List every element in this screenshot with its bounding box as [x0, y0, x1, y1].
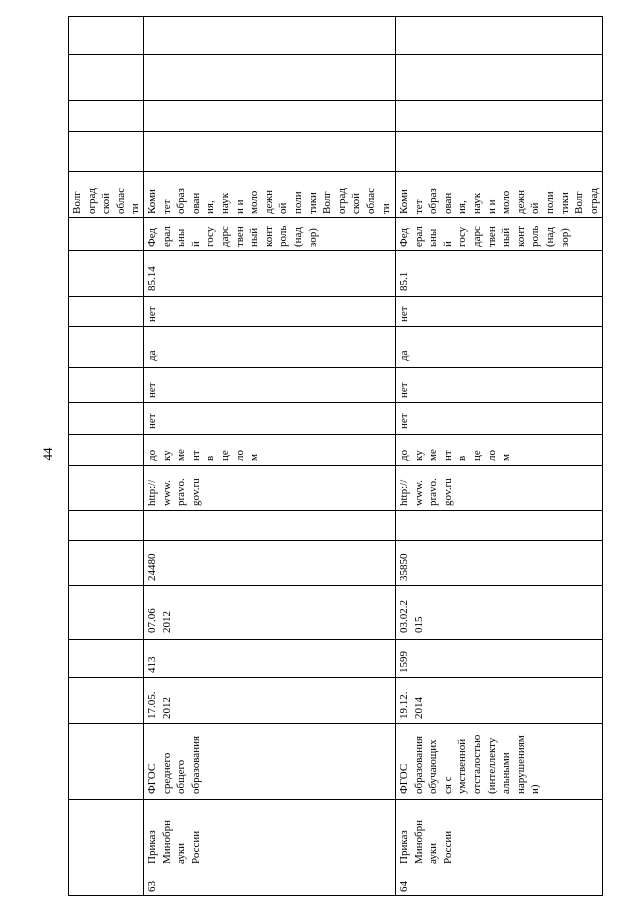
cell-registration-number: 24480 — [146, 553, 158, 581]
cell-region-continuation: Волг оград ской облас ти — [71, 187, 142, 214]
cell-authority: Коми тет образ ован ия, наук и и моло дежн ой поли тики Волг оград — [398, 188, 600, 214]
cell-flag-1: нет — [146, 413, 158, 429]
cell-flag-2: нет — [398, 382, 410, 398]
cell-document-type: Приказ Минобрн ауки России — [146, 819, 202, 864]
cell-scope: до ку ме нт в це ло м — [398, 449, 513, 461]
cell-flag-4: нет — [398, 306, 410, 322]
cell-document-number: 413 — [146, 656, 158, 673]
cell-registration-date: 03.02.2 015 — [398, 600, 425, 633]
cell-row-number: 63 — [146, 881, 158, 892]
cell-activity-code: 85.14 — [146, 266, 158, 291]
cell-authority: Коми тет образ ован ия, наук и и моло дежн ой поли тики Волг оград ской облас ти — [146, 187, 392, 214]
cell-row-number: 64 — [398, 881, 410, 892]
cell-source-link: http:// www. pravo. gov.ru — [398, 478, 454, 506]
cell-document-title: ФГОС среднего общего образования — [146, 735, 202, 794]
cell-source-link: http:// www. pravo. gov.ru — [146, 478, 202, 506]
cell-control-type: Фед ерал ьны й госу дарс твен ный конт роль (над зор) — [398, 225, 571, 247]
cell-flag-3: да — [146, 350, 158, 361]
cell-registration-number: 35850 — [398, 553, 410, 581]
cell-document-number: 1599 — [398, 651, 410, 673]
cell-registration-date: 07.06 2012 — [146, 608, 173, 633]
cell-flag-2: нет — [146, 382, 158, 398]
cell-flag-1: нет — [398, 413, 410, 429]
cell-document-type: Приказ Минобрн ауки России — [398, 819, 454, 864]
cell-flag-4: нет — [146, 306, 158, 322]
cell-document-date: 17.05. 2012 — [146, 691, 173, 719]
cell-document-date: 19.12. 2014 — [398, 691, 425, 719]
cell-activity-code: 85.1 — [398, 271, 410, 291]
cell-flag-3: да — [398, 350, 410, 361]
cell-control-type: Фед ерал ьны й госу дарс твен ный конт роль (над зор) — [146, 225, 319, 247]
page-number: 44 — [40, 447, 55, 461]
cell-document-title: ФГОС образования обучающих ся с умственной отсталостью (интеллекту альными нарушениям и) — [398, 734, 542, 794]
cell-scope: до ку ме нт в це ло м — [146, 449, 261, 461]
